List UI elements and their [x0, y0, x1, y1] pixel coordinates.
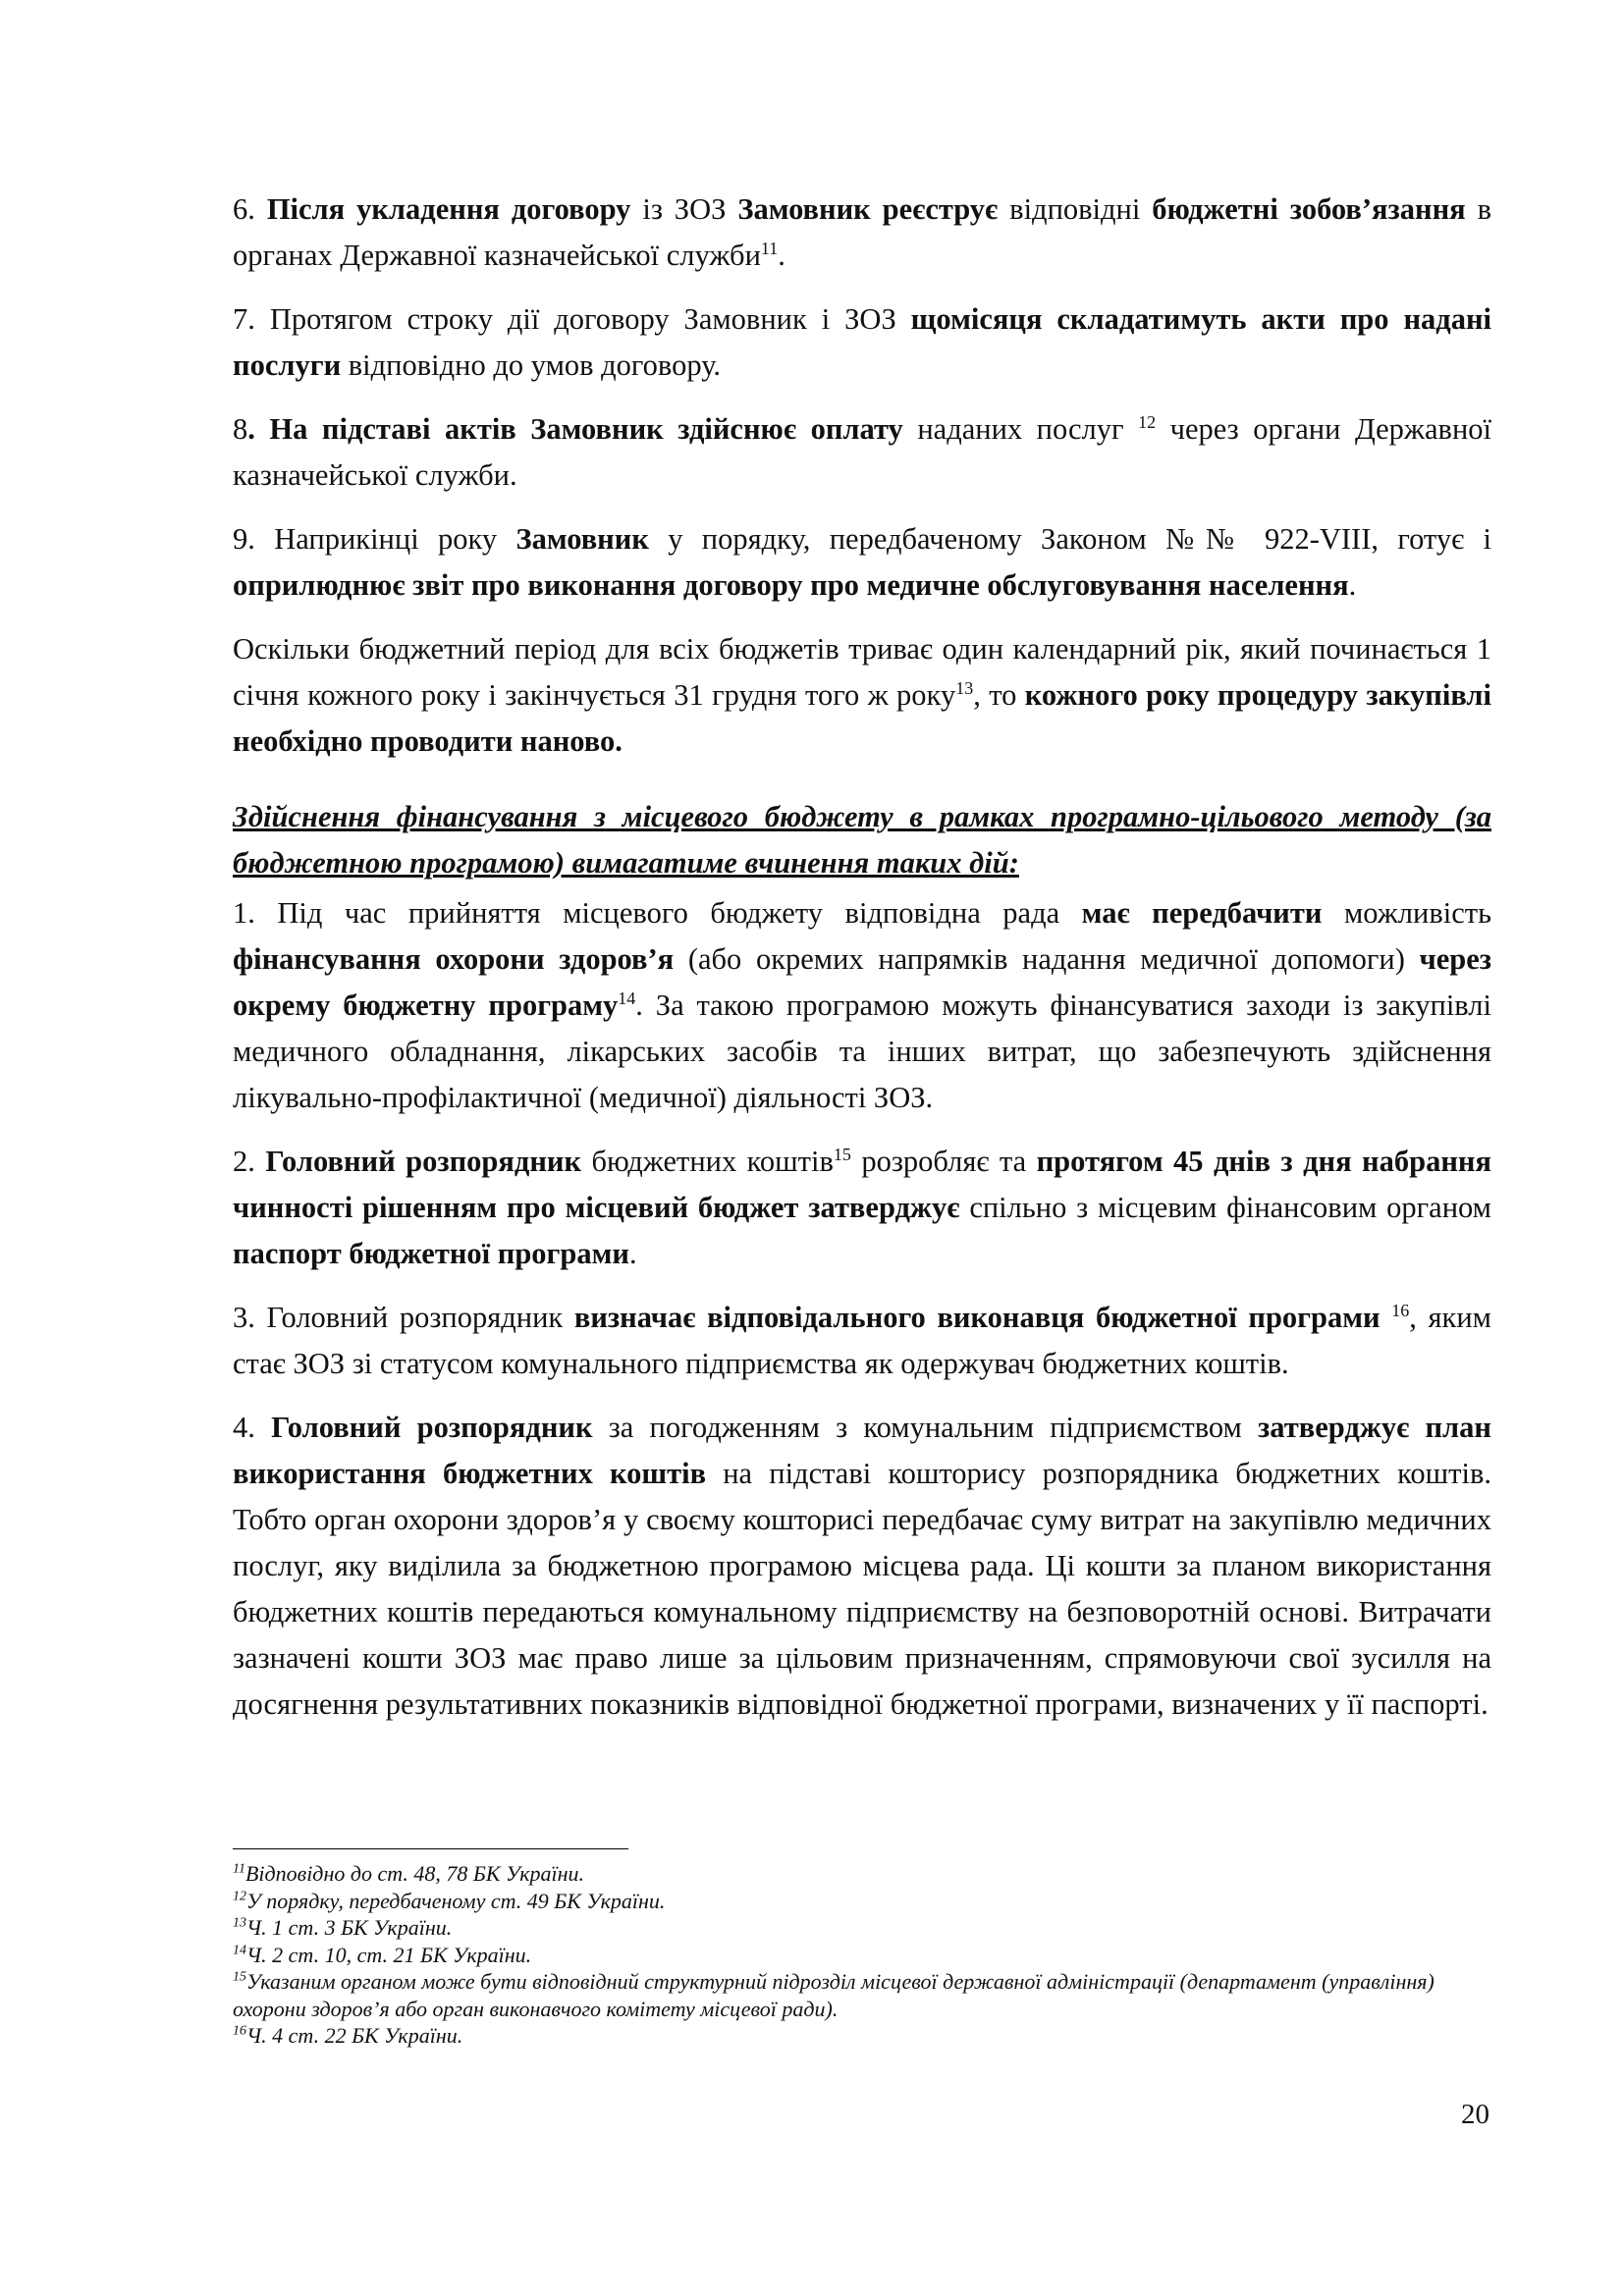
paragraph-step-2: 2. Головний розпорядник бюджетних коштів$^{15}$ розробляє та протягом 45 днів з дня набрання чинності рішенням про місцевий бюджет затверджує спільно з місцевим фінансовим органом паспорт бюджетної програми.	[233, 1144, 1491, 1270]
paragraph-step-3: 3. Головний розпорядник визначає відповідального виконавця бюджетної програми $^{16}$, яким стає ЗОЗ зі статусом комунального підприємства як одержувач бюджетних коштів.	[233, 1300, 1491, 1380]
footnote-14: $^{14}$Ч. 2 ст. 10, ст. 21 БК України.	[233, 1942, 532, 1967]
paragraph-7: 7. Протягом строку дії договору Замовник і ЗОЗ щомісяця складатимуть акти про надані послуги відповідно до умов договору.	[233, 302, 1491, 382]
footnote-15: $^{15}$Указаним органом може бути відповідний структурний підрозділ місцевої державної адміністрації (департамент (управління) охорони здоров’я або орган виконавчого комітету місцевої ради).	[233, 1969, 1435, 2021]
footnote-ref-16[interactable]: 16	[1391, 1300, 1410, 1320]
paragraph-8: 8. На підставі актів Замовник здійснює оплату наданих послуг $^{12}$ через органи Державної казначейської служби.	[233, 411, 1491, 492]
footnote-16: $^{16}$Ч. 4 ст. 22 БК України.	[233, 2023, 463, 2048]
footnote-separator	[233, 1848, 628, 1849]
footnote-11: $^{11}$Відповідно до ст. 48, 78 БК України.	[233, 1861, 585, 1886]
footnote-ref-13[interactable]: 13	[955, 677, 974, 698]
footnote-13: $^{13}$Ч. 1 ст. 3 БК України.	[233, 1915, 453, 1940]
footnote-12: $^{12}$У порядку, передбаченому ст. 49 БК України.	[233, 1888, 666, 1913]
page-body	[233, 187, 1491, 1745]
paragraph-step-4: 4. Головний розпорядник за погодженням з комунальним підприємством затверджує план використання бюджетних коштів на підставі кошторису розпорядника бюджетних коштів. Тобто орган охорони здоров’я у своєму кошторисі передбачає суму витрат на закупівлю медичних послуг, яку виділила за бюджетною програмою місцева рада. Ці кошти за планом використання бюджетних коштів передаються комунальному підприємству на безповоротній основі. Витрачати зазначені кошти ЗОЗ має право лише за цільовим призначенням, спрямовуючи свої зусилля на досягнення результативних показників відповідної бюджетної програми, визначених у її паспорті.	[233, 1411, 1491, 1721]
footnote-ref-15[interactable]: 15	[833, 1144, 851, 1164]
footnotes	[233, 1860, 1491, 2050]
paragraph-budget-period: Оскільки бюджетний період для всіх бюджетів триває один календарний рік, який починається 1 січня кожного року і закінчується 31 грудня того ж року$^{13}$, то кожного року процедуру закупівлі необхідно проводити наново.	[233, 632, 1491, 758]
paragraph-6: 6. Після укладення договору із ЗОЗ Замовник реєструє відповідні бюджетні зобов’язання в органах Державної казначейської служби$^{11}$.	[233, 192, 1492, 272]
paragraph-9: 9. Наприкінці року Замовник у порядку, передбаченому Законом №№ 922-VIII, готує і оприлюднює звіт про виконання договору про медичне обслуговування населення.	[233, 522, 1491, 602]
paragraph-step-1: 1. Під час прийняття місцевого бюджету відповідна рада має передбачити можливість фінансування охорони здоров’я (або окремих напрямків надання медичної допомоги) через окрему бюджетну програму$^{14}$. За такою програмою можуть фінансуватися заходи із закупівлі медичного обладнання, лікарських засобів та інших витрат, що забезпечують здійснення лікувально-профілактичної (медичної) діяльності ЗОЗ.	[233, 896, 1492, 1114]
footnote-ref-14[interactable]: 14	[618, 988, 636, 1008]
footnote-ref-12[interactable]: 12	[1138, 411, 1157, 432]
footnote-ref-11[interactable]: 11	[760, 238, 779, 258]
section-heading: Здійснення фінансування з місцевого бюджету в рамках програмно-цільового методу (за бюджетною програмою) вимагатиме вчинення таких дій:	[233, 800, 1491, 880]
page-number: 20	[1461, 2099, 1489, 2130]
